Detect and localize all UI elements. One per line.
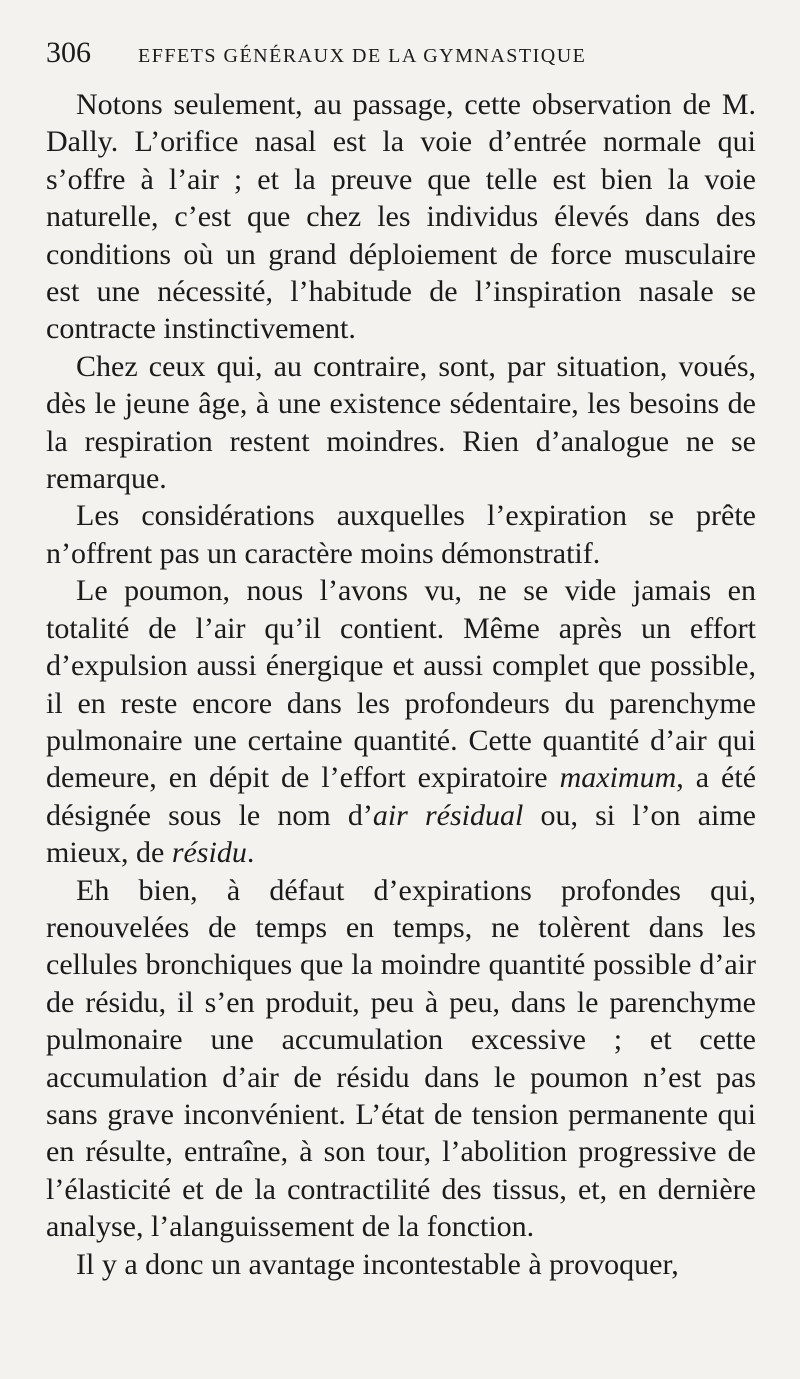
paragraph-5: Eh bien, à défaut d’expirations profondes qui, renouvelées de temps en temps, ne tolèrent dans les cellules bronchiques que la moindre quantité possible d’air de résidu, il s’en produit, peu à peu, dans le parenchyme pulmonaire une accumulation excessive ; et cette accumulation d’air de résidu dans le poumon n’est pas sans grave inconvénient. L’état de tension permanente qui en résulte, entraîne, à son tour, l’abolition progressive de l’élasticité et de la contractilité des tissus, et, en dernière analyse, l’alanguissement de la fonction. — [46, 873, 756, 1244]
paragraph-4-part-4: . — [246, 836, 255, 870]
page-number: 306 — [46, 36, 91, 69]
paragraph-6: Il y a donc un avantage incontestable à provoquer, — [76, 1247, 679, 1281]
paragraph-4-part-2: , a été désignée sous le nom d’ — [46, 761, 757, 832]
italic-air-residual: air résidual — [372, 798, 524, 832]
paragraph-1: Notons seulement, au passage, cette observation de M. Dally. L’orifice nasal est la voie d’entrée normale qui s’offre à l’air ; et la preuve que telle est bien la voie naturelle, c’est que chez les individus élevés dans des conditions où un grand déploiement de force musculaire est une nécessité, l’habitude de l’inspiration nasale se contracte instinctivement. — [46, 88, 756, 346]
paragraph-3: Les considérations auxquelles l’expiration se prête n’offrent pas un caractère moins démonstratif. — [46, 499, 756, 570]
paragraph-4-part-3: ou, si l’on aime mieux, de — [46, 798, 756, 870]
italic-maximum: maximum — [559, 761, 677, 795]
italic-residu: résidu — [171, 836, 247, 870]
page-header — [46, 36, 756, 86]
paragraph-4 — [46, 572, 756, 871]
paragraph-2: Chez ceux qui, au contraire, sont, par situation, voués, dès le jeune âge, à une existence sédentaire, les besoins de la respiration restent moindres. Rien d’analogue ne se remarque. — [46, 349, 756, 496]
body-text — [46, 86, 756, 1283]
paragraph-4-part-1: Le poumon, nous l’avons vu, ne se vide jamais en totalité de l’air qu’il contient. Même après un effort d’expulsion aussi énergique et aussi complet que possible, il en reste encore dans les profondeurs du parenchyme pulmonaire une certaine quantité. Cette quantité d’air qui demeure, en dépit de l’effort expiratoire — [46, 574, 756, 795]
running-head: EFFETS GÉNÉRAUX DE LA GYMNASTIQUE — [138, 45, 587, 67]
